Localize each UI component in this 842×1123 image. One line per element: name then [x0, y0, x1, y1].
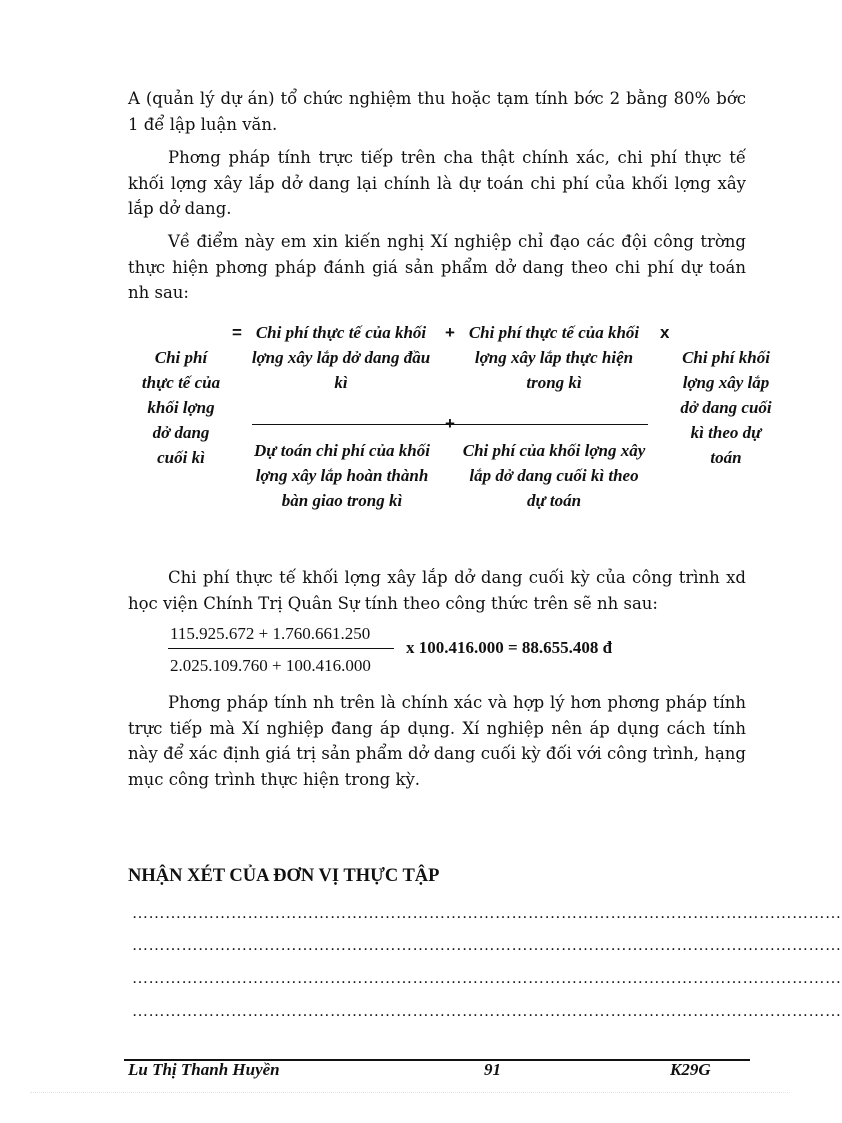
calc-fraction-bar: [168, 648, 394, 649]
paragraph-2: Phơng pháp tính trực tiếp trên cha thật chính xác, chi phí thực tế khối lợng xây lắp dở dang lại chính là dự toán chi phí của khối lợng xây lắp dở dang.: [128, 148, 746, 218]
formula-equals: =: [232, 323, 242, 342]
page-bottom-divider: [30, 1092, 790, 1093]
formula-numerator-term-1: Chi phí thực tế của khối lợng xây lắp dở dang đầu kì: [251, 323, 431, 392]
formula-times: x: [660, 323, 670, 342]
paragraph-5: Phơng pháp tính nh trên là chính xác và hợp lý hơn phơng pháp tính trực tiếp mà Xí nghiệp đang áp dụng. Xí nghiệp nên áp dụng cách tính này để xác định giá trị sản phẩm dở dang cuối kỳ đối với công trình, hạng mục công trình thực hiện trong kỳ.: [128, 693, 746, 789]
calc-denominator: 2.025.109.760 + 100.416.000: [170, 656, 371, 675]
formula-denominator-plus: +: [445, 414, 455, 433]
formula-lhs: Chi phí thực tế của khối lợng dở dang cuối kì: [141, 348, 221, 467]
formula-denominator-term-1: Dự toán chi phí của khối lợng xây lắp hoàn thành bàn giao trong kì: [254, 441, 430, 510]
formula-rhs: Chi phí khối lợng xây lắp dở dang cuối kì theo dự toán: [680, 348, 772, 467]
formula-numerator-term-2: Chi phí thực tế của khối lợng xây lắp thực hiện trong kì: [468, 323, 640, 392]
calc-result: x 100.416.000 = 88.655.408 đ: [406, 638, 613, 657]
review-line: …………………………………………………………………………………………………………………: [132, 970, 842, 987]
calc-numerator: 115.925.672 + 1.760.661.250: [170, 624, 371, 643]
review-line: …………………………………………………………………………………………………………………: [132, 1003, 842, 1020]
paragraph-1: A (quản lý dự án) tổ chức nghiệm thu hoặc tạm tính bớc 2 bằng 80% bớc 1 để lập luận văn.: [128, 89, 746, 134]
review-heading: NHẬN XÉT CỦA ĐƠN VỊ THỰC TẬP: [128, 866, 440, 886]
paragraph-4: Chi phí thực tế khối lợng xây lắp dở dang cuối kỳ của công trình xd học viện Chính Trị Quân Sự tính theo công thức trên sẽ nh sau:: [128, 568, 746, 613]
review-line: …………………………………………………………………………………………………………………: [132, 905, 842, 922]
footer-page-number: 91: [484, 1060, 501, 1079]
review-line: …………………………………………………………………………………………………………………: [132, 937, 842, 954]
formula-numerator-plus: +: [445, 323, 455, 342]
paragraph-3: Về điểm này em xin kiến nghị Xí nghiệp chỉ đạo các đội công trờng thực hiện phơng pháp đánh giá sản phẩm dở dang theo chi phí dự toán nh sau:: [128, 232, 746, 302]
footer-author: Lu Thị Thanh Huyền: [128, 1060, 280, 1079]
footer-class-code: K29G: [670, 1060, 711, 1079]
formula-denominator-term-2: Chi phí của khối lợng xây lắp dở dang cuối kì theo dự toán: [462, 441, 646, 510]
